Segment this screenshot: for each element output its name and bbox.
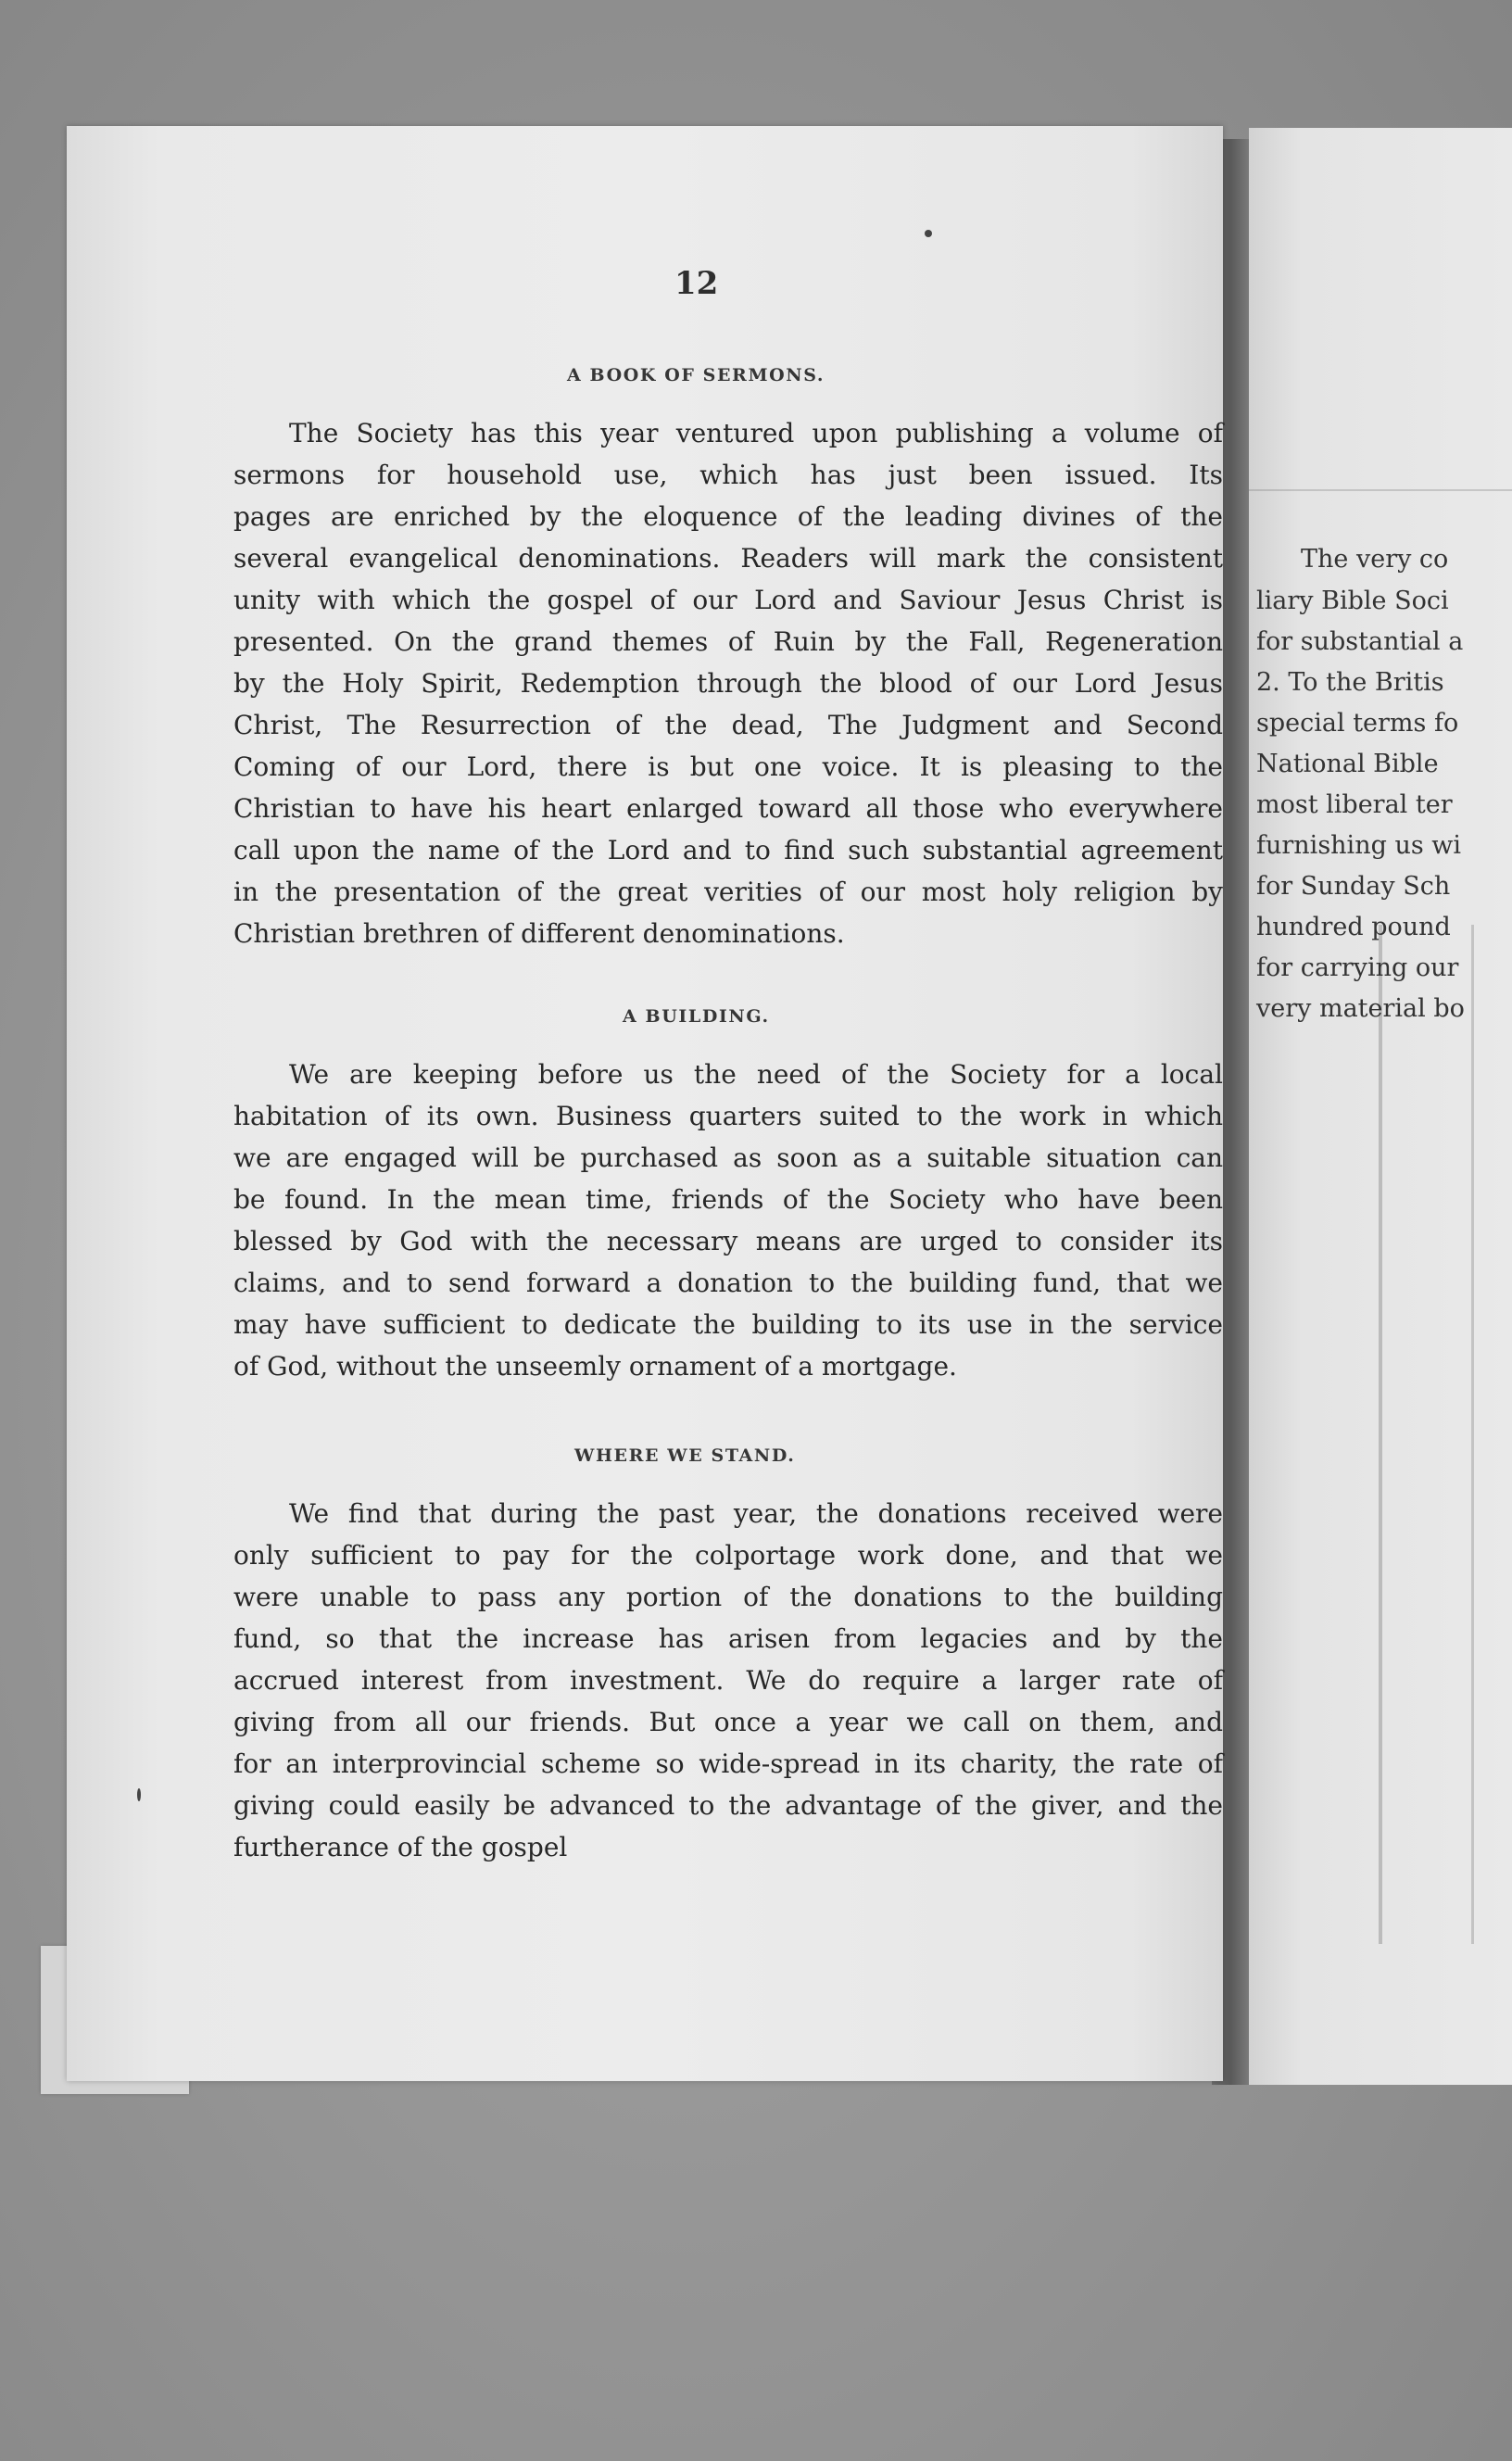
text-line: may have sufficient to dedicate the building to its use in the service bbox=[233, 1309, 1223, 1340]
text-line: giving could easily be advanced to the advantage of the giver, and the bbox=[233, 1790, 1223, 1821]
facing-page-line: 2. To the Britis bbox=[1256, 668, 1444, 697]
facing-page-line: most liberal ter bbox=[1256, 790, 1453, 819]
text-line: furtherance of the gospel bbox=[233, 1832, 568, 1862]
text-line: We find that during the past year, the donations received were bbox=[289, 1498, 1223, 1529]
text-line: blessed by God with the necessary means are urged to consider its bbox=[233, 1226, 1223, 1256]
text-line: for an interprovincial scheme so wide-spread in its charity, the rate of bbox=[233, 1748, 1223, 1779]
section-heading-where-we-stand: WHERE WE STAND. bbox=[574, 1445, 796, 1466]
text-line: fund, so that the increase has arisen from legacies and by the bbox=[233, 1623, 1223, 1654]
text-line: be found. In the mean time, friends of the Society who have been bbox=[233, 1184, 1223, 1215]
facing-page-line: very material bo bbox=[1256, 994, 1465, 1023]
facing-page-line: furnishing us wi bbox=[1256, 831, 1462, 860]
text-line: Christ, The Resurrection of the dead, The Judgment and Second bbox=[233, 710, 1223, 740]
text-line: accrued interest from investment. We do require a larger rate of bbox=[233, 1665, 1223, 1696]
facing-page-table-rule bbox=[1379, 925, 1382, 1944]
text-line: only sufficient to pay for the colportage work done, and that we bbox=[233, 1540, 1223, 1571]
document-page bbox=[67, 126, 1223, 2081]
text-line: we are engaged will be purchased as soon as a suitable situation can bbox=[233, 1142, 1223, 1173]
facing-page-line: for Sunday Sch bbox=[1256, 872, 1451, 901]
text-line: Christian brethren of different denominations. bbox=[233, 918, 845, 949]
text-line: Coming of our Lord, there is but one voice. It is pleasing to the bbox=[233, 751, 1223, 782]
facing-page-rule bbox=[1249, 489, 1512, 491]
text-line: Christian to have his heart enlarged toward all those who everywhere bbox=[233, 793, 1223, 824]
section-heading-sermons: A BOOK OF SERMONS. bbox=[567, 365, 825, 385]
text-line: habitation of its own. Business quarters suited to the work in which bbox=[233, 1101, 1223, 1131]
text-line: presented. On the grand themes of Ruin by the Fall, Regeneration bbox=[233, 626, 1223, 657]
text-line: We are keeping before us the need of the Society for a local bbox=[289, 1059, 1223, 1090]
text-line: giving from all our friends. But once a year we call on them, and bbox=[233, 1707, 1223, 1737]
text-line: The Society has this year ventured upon publishing a volume of bbox=[289, 418, 1223, 448]
facing-page bbox=[1249, 128, 1512, 2085]
text-line: unity with which the gospel of our Lord and Saviour Jesus Christ is bbox=[233, 585, 1223, 615]
facing-page-line: for carrying our bbox=[1256, 953, 1459, 982]
text-line: were unable to pass any portion of the donations to the building bbox=[233, 1582, 1223, 1612]
facing-page-line: for substantial a bbox=[1256, 627, 1464, 656]
facing-page-table-rule bbox=[1471, 925, 1474, 1944]
text-line: call upon the name of the Lord and to find such substantial agreement bbox=[233, 835, 1223, 865]
text-line: claims, and to send forward a donation to the building fund, that we bbox=[233, 1268, 1223, 1298]
text-line: of God, without the unseemly ornament of a mortgage. bbox=[233, 1351, 957, 1382]
scan-speck bbox=[925, 230, 932, 237]
page-number: 12 bbox=[674, 265, 719, 302]
facing-page-line: National Bible bbox=[1256, 750, 1439, 778]
facing-page-line: The very co bbox=[1301, 545, 1449, 574]
text-line: in the presentation of the great verities of our most holy religion by bbox=[233, 877, 1223, 907]
facing-page-line: liary Bible Soci bbox=[1256, 587, 1449, 615]
text-line: sermons for household use, which has just been issued. Its bbox=[233, 460, 1223, 490]
scan-speck bbox=[137, 1788, 141, 1801]
section-heading-building: A BUILDING. bbox=[623, 1006, 770, 1027]
text-line: pages are enriched by the eloquence of the leading divines of the bbox=[233, 501, 1223, 532]
text-line: by the Holy Spirit, Redemption through the blood of our Lord Jesus bbox=[233, 668, 1223, 699]
facing-page-line: special terms fo bbox=[1256, 709, 1459, 738]
facing-page-line: hundred pound bbox=[1256, 913, 1451, 941]
text-line: several evangelical denominations. Readers will mark the consistent bbox=[233, 543, 1223, 574]
